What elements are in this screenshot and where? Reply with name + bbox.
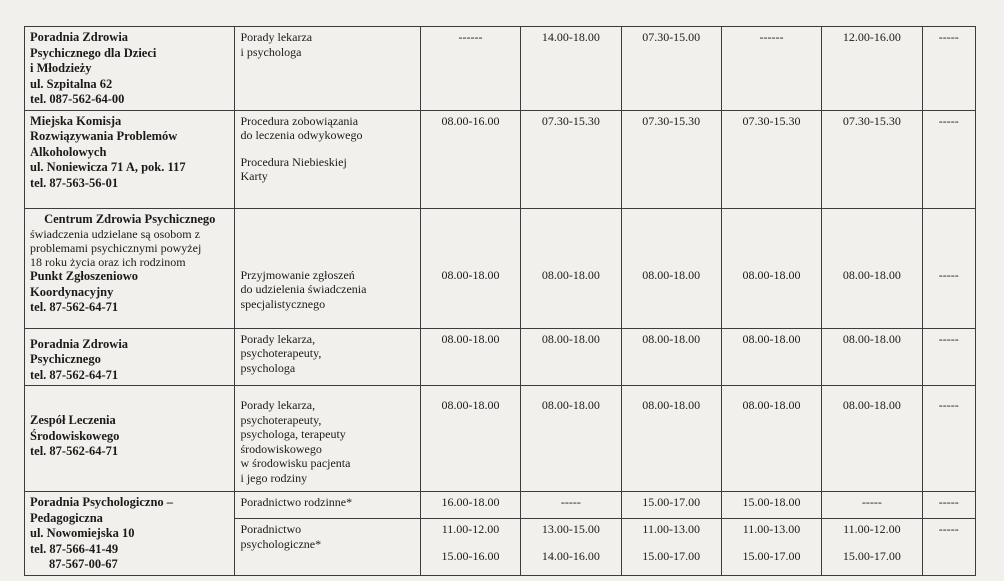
institution-phone: tel. 87-563-56-01 [30, 175, 119, 190]
institution-phone: tel. 87-562-64-71 [30, 444, 119, 458]
hours-cell: 08.00-18.00 [420, 386, 520, 492]
institution-address: ul. Szpitalna 62 [30, 76, 113, 91]
service-text: psychologa [240, 360, 296, 375]
institution-name: Rozwiązywania Problemów [30, 129, 178, 143]
hours-cell: ----- [922, 492, 975, 519]
hours-cell: ----- [922, 27, 975, 111]
institution-name: Psychicznego [30, 352, 101, 366]
hours-text: 15.00-17.00 [742, 548, 801, 563]
spacer [727, 537, 816, 549]
institution-cell [25, 208, 235, 328]
hours-text: 14.00-16.00 [541, 548, 600, 563]
hours-text: 15.00-16.00 [441, 548, 500, 563]
hours-cell: 07.30-15.30 [521, 110, 621, 208]
institution-name: Zespół Leczenia [30, 413, 116, 427]
service-text: Poradnictwo [240, 522, 302, 537]
hours-cell: 08.00-18.00 [420, 328, 520, 386]
hours-cell: 14.00-18.00 [521, 27, 621, 111]
hours-cell: 08.00-18.00 [822, 386, 922, 492]
hours-cell: ----- [922, 386, 975, 492]
hours-cell [721, 519, 821, 575]
hours-cell [420, 519, 520, 575]
hours-cell: 08.00-18.00 [621, 208, 721, 328]
institution-cell [25, 110, 235, 208]
institution-phone: 87-567-00-67 [49, 557, 118, 571]
hours-cell: 08.00-18.00 [521, 208, 621, 328]
institution-address: ul. Noniewicza 71 A, pok. 117 [30, 160, 186, 174]
hours-text: 13.00-15.00 [541, 522, 600, 537]
hours-text: 15.00-17.00 [642, 548, 701, 563]
hours-cell: 08.00-18.00 [721, 208, 821, 328]
table-row [25, 386, 976, 492]
institution-cell [25, 386, 235, 492]
table-row [25, 492, 976, 519]
institution-cell [25, 492, 235, 576]
service-cell [235, 27, 420, 111]
hours-cell: 07.30-15.30 [721, 110, 821, 208]
service-text: psychologa, terapeuty [240, 427, 346, 441]
hours-cell: 08.00-18.00 [621, 386, 721, 492]
hours-cell: ----- [922, 519, 975, 575]
service-text: psychoterapeuty, [240, 346, 322, 360]
institution-phone: tel. 87-562-64-71 [30, 367, 119, 382]
table-row [25, 328, 976, 386]
hours-cell: ------ [420, 27, 520, 111]
service-text: Porady lekarza, [240, 331, 316, 346]
table-row [25, 27, 976, 111]
hours-cell [621, 519, 721, 575]
institution-cell [25, 328, 235, 386]
service-cell [235, 519, 420, 575]
institution-phone: tel. 87-566-41-49 [30, 541, 119, 556]
hours-cell: 12.00-16.00 [822, 27, 922, 111]
service-text: Procedura Niebieskiej [240, 154, 347, 169]
center-description: świadczenia udzielane są osobom z [30, 227, 200, 241]
hours-cell: 08.00-18.00 [822, 328, 922, 386]
hours-cell: ----- [922, 110, 975, 208]
hours-text: 11.00-13.00 [642, 522, 700, 537]
hours-cell: 15.00-18.00 [721, 492, 821, 519]
institution-name: Miejska Komisja [30, 113, 122, 128]
center-description: 18 roku życia oraz ich rodzinom [30, 255, 186, 269]
spacer [426, 537, 515, 549]
institution-phone: tel. 87-562-64-71 [30, 300, 119, 314]
hours-cell: 08.00-18.00 [621, 328, 721, 386]
service-text: specjalistycznego [240, 296, 326, 311]
hours-cell: 07.30-15.30 [822, 110, 922, 208]
institution-name: Punkt Zgłoszeniowo [30, 269, 139, 283]
hours-cell: 16.00-18.00 [420, 492, 520, 519]
service-text: Porady lekarza, [240, 398, 316, 412]
hours-cell: ----- [922, 328, 975, 386]
institution-name: Poradnia Zdrowia [30, 30, 129, 44]
hours-text: 11.00-12.00 [441, 522, 500, 537]
service-text: Przyjmowanie zgłoszeń [240, 267, 355, 282]
service-text: w środowisku pacjenta [240, 456, 351, 470]
center-description: problemami psychicznymi powyżej [30, 241, 202, 255]
hours-cell [822, 519, 922, 575]
spacer [240, 143, 414, 155]
service-text: psychologiczne* [240, 536, 322, 551]
hours-text: 11.00-12.00 [843, 522, 901, 537]
hours-text: 15.00-17.00 [842, 548, 901, 563]
hours-cell: 08.00-18.00 [822, 208, 922, 328]
hours-cell: 07.30-15.00 [621, 27, 721, 111]
hours-cell: 08.00-18.00 [721, 386, 821, 492]
institution-name: Koordynacyjny [30, 284, 114, 299]
hours-cell: ----- [922, 208, 975, 328]
services-table [24, 26, 976, 576]
institution-name: Poradnia Zdrowia [30, 336, 129, 351]
table-row [25, 110, 976, 208]
hours-cell [521, 519, 621, 575]
service-text: Karty [240, 169, 268, 183]
hours-cell: 08.00-18.00 [721, 328, 821, 386]
institution-name: Poradnia Psychologiczno – [30, 495, 174, 509]
institution-name: i Młodzieży [30, 61, 92, 75]
hours-cell: 08.00-18.00 [420, 208, 520, 328]
service-text: Procedura zobowiązania [240, 113, 359, 128]
service-text: Porady lekarza [240, 30, 313, 44]
table-row [25, 208, 976, 328]
service-cell [235, 208, 420, 328]
service-cell: Poradnictwo rodzinne* [235, 492, 420, 519]
institution-address: ul. Nowomiejska 10 [30, 526, 135, 540]
service-cell [235, 328, 420, 386]
service-text: do leczenia odwykowego [240, 128, 363, 142]
service-text: do udzielenia świadczenia [240, 282, 367, 296]
center-title: Centrum Zdrowia Psychicznego [44, 211, 216, 226]
service-cell [235, 110, 420, 208]
service-text: psychoterapeuty, [240, 412, 322, 427]
spacer [627, 537, 716, 549]
hours-cell: 07.30-15.30 [621, 110, 721, 208]
service-text: i jego rodziny [240, 470, 308, 485]
hours-cell: 08.00-18.00 [521, 328, 621, 386]
hours-text: 11.00-13.00 [742, 522, 801, 537]
hours-cell: ----- [822, 492, 922, 519]
institution-name: Psychicznego dla Dzieci [30, 45, 157, 60]
hours-cell: ----- [521, 492, 621, 519]
institution-cell [25, 27, 235, 111]
hours-cell: 08.00-18.00 [521, 386, 621, 492]
hours-cell: ------ [721, 27, 821, 111]
spacer [526, 537, 615, 549]
service-cell [235, 386, 420, 492]
service-text: i psychologa [240, 44, 302, 59]
spacer [827, 537, 916, 549]
service-text: środowiskowego [240, 441, 322, 456]
hours-cell: 15.00-17.00 [621, 492, 721, 519]
hours-cell: 08.00-16.00 [420, 110, 520, 208]
institution-phone: tel. 087-562-64-00 [30, 92, 125, 106]
institution-name: Alkoholowych [30, 144, 107, 159]
institution-name: Pedagogiczna [30, 510, 103, 525]
institution-name: Środowiskowego [30, 428, 120, 443]
